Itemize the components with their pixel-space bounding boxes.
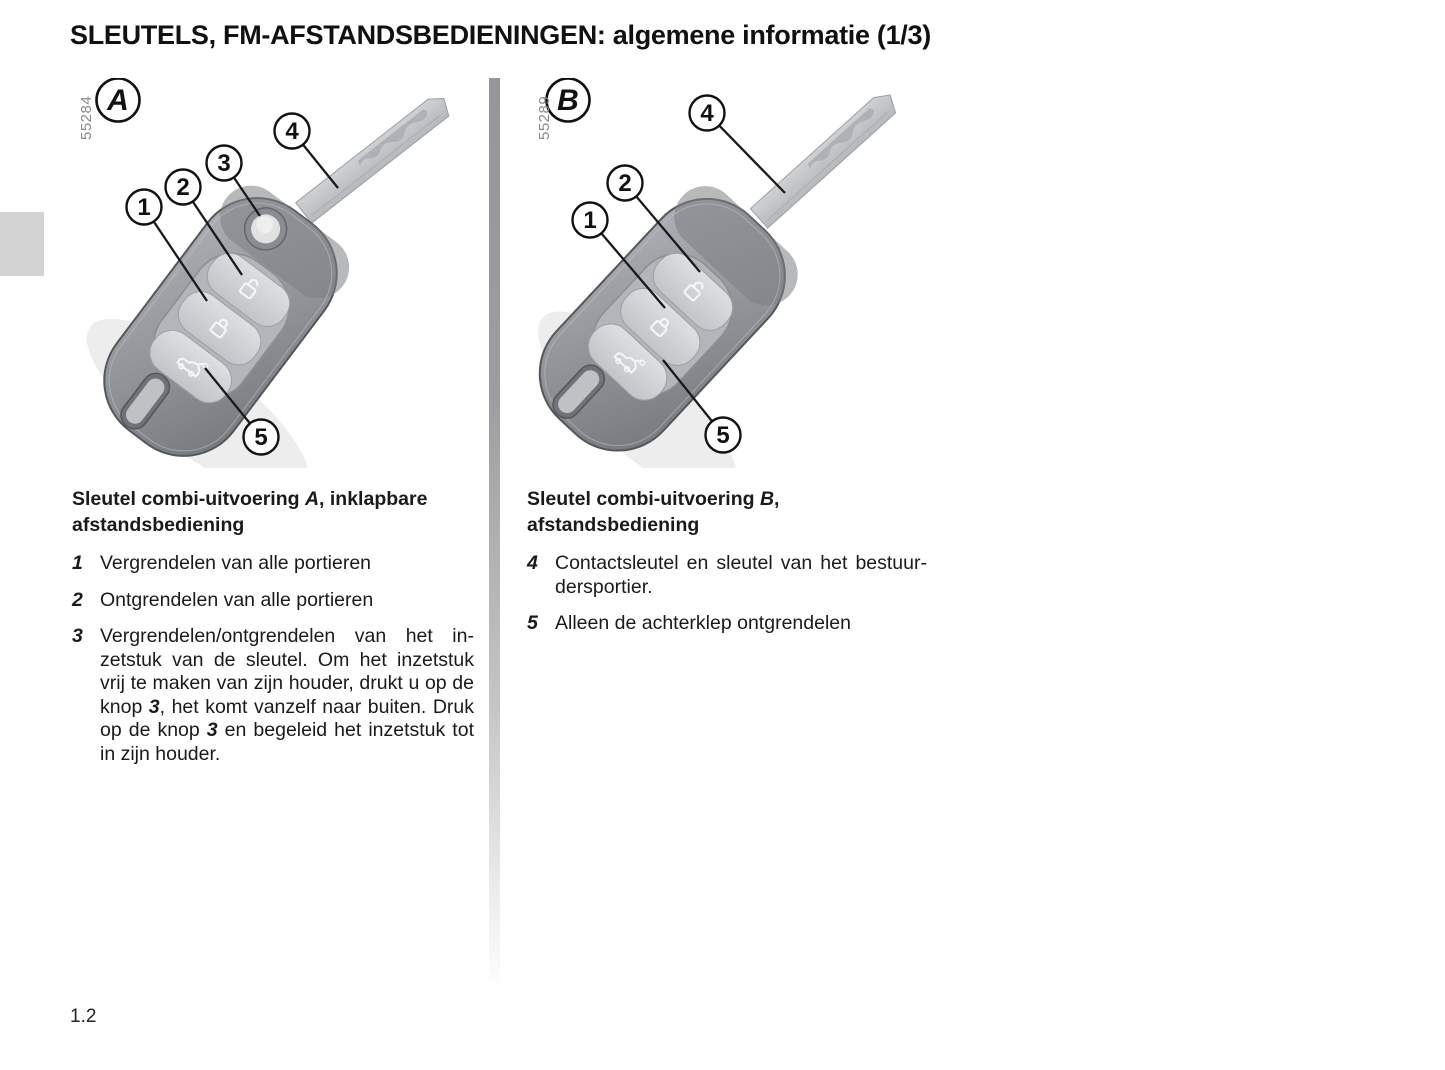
item-text: Alleen de achterklep ontgrendelen [555, 612, 851, 634]
legend-item-1 [72, 552, 474, 576]
key-b-illustration [528, 78, 913, 468]
callout-2 [608, 166, 643, 201]
item-text: Vergrendelen/ontgrendelen van het inzetstuk van de sleutel. Om het inzetstuk vrij te maken van zijn houder, drukt u op de knop 3, het komt vanzelf naar buiten. Druk op de knop 3 en begeleid het inzetstuk tot in zijn houder. [100, 625, 474, 765]
svg-text:2: 2 [176, 174, 190, 201]
legend-item-3 [72, 625, 474, 766]
photo-id-a: 55284 [78, 95, 95, 140]
callout-5 [244, 420, 279, 455]
key-blade [296, 91, 455, 223]
legend-item-5 [527, 612, 927, 636]
svg-text:4: 4 [285, 118, 299, 145]
callout-4 [275, 114, 310, 149]
key-a-illustration [70, 78, 470, 468]
page-number: 1.2 [70, 1006, 97, 1027]
callout-1 [127, 190, 162, 225]
item-text: Vergrendelen van alle portieren [100, 552, 372, 574]
svg-text:5: 5 [716, 422, 730, 449]
variant-letter: A [107, 84, 129, 117]
callout-3 [207, 146, 242, 181]
callout-2 [166, 170, 201, 205]
figure-key-b [528, 78, 913, 468]
svg-text:2: 2 [618, 170, 632, 197]
callout-5 [706, 418, 741, 453]
legend-item-4 [527, 552, 927, 599]
item-text: Ontgrendelen van alle portieren [100, 588, 374, 611]
item-number: 3 [72, 625, 83, 647]
item-number: 2 [72, 588, 83, 611]
column-divider [489, 78, 500, 983]
section-key-a [72, 486, 474, 779]
section-heading: Sleutel combi-uitvoering B, afstandsbediening [527, 488, 780, 536]
svg-text:1: 1 [583, 207, 597, 234]
callout-4 [690, 96, 725, 131]
photo-id-b: 55289 [536, 95, 553, 140]
section-heading: Sleutel combi-uitvoering A, inklapbare afstandsbediening [72, 488, 428, 536]
section-key-b [527, 486, 927, 649]
item-text: Contactsleutel en sleutel van het bestuurdersportier. [555, 552, 927, 598]
variant-letter: B [557, 84, 579, 117]
legend-item-2 [72, 589, 474, 613]
svg-text:5: 5 [254, 424, 268, 451]
figure-key-a [70, 78, 470, 468]
page-title: SLEUTELS, FM-AFSTANDSBEDIENINGEN: algemene informatie (1/3) [70, 20, 931, 50]
svg-text:4: 4 [700, 100, 714, 127]
item-number: 1 [72, 552, 83, 574]
variant-badge-a [97, 79, 140, 122]
svg-text:1: 1 [137, 194, 151, 221]
section-edge-tab [0, 212, 44, 276]
item-number: 5 [527, 612, 538, 634]
item-number: 4 [527, 552, 538, 574]
callout-1 [573, 203, 608, 238]
svg-text:3: 3 [217, 150, 231, 177]
key-blade [750, 88, 901, 228]
